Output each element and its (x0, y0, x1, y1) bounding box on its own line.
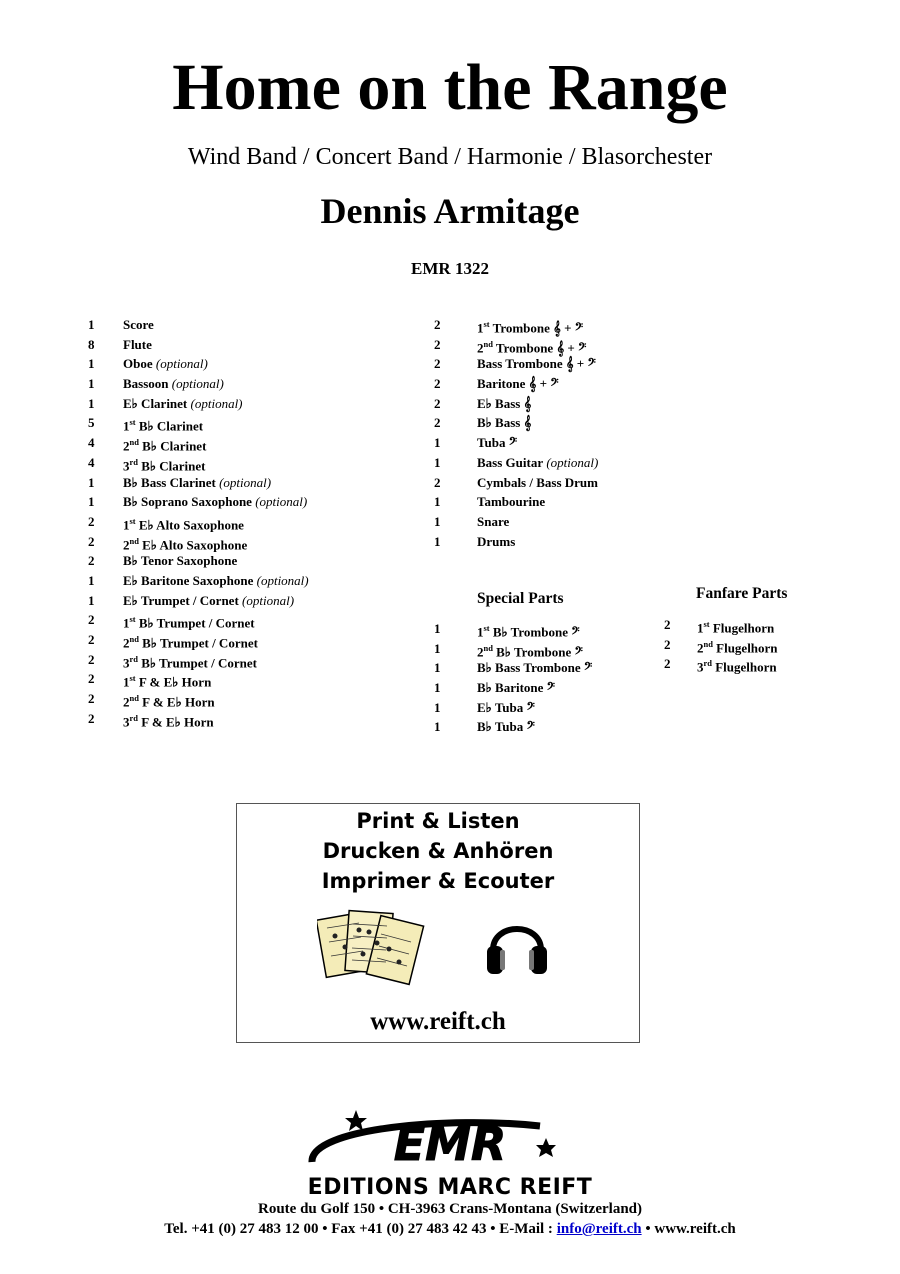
promo-website[interactable]: www.reift.ch (370, 1008, 506, 1035)
part-quantity: 1 (434, 680, 441, 696)
part-name: 3rd B♭ Clarinet (123, 456, 206, 474)
star-icon (536, 1138, 556, 1157)
part-quantity: 2 (434, 415, 441, 431)
part-row (88, 473, 388, 493)
part-row (664, 635, 864, 655)
part-quantity: 2 (88, 513, 95, 529)
part-row (88, 335, 388, 355)
part-name: E♭ Clarinet (optional) (123, 395, 243, 411)
part-quantity: 4 (88, 435, 95, 451)
emr-logo (300, 1108, 600, 1174)
sheet-music-icon (317, 902, 427, 994)
part-quantity: 1 (88, 356, 95, 372)
part-quantity: 1 (434, 513, 441, 529)
part-row (664, 654, 864, 674)
part-row (434, 492, 654, 512)
part-name: B♭ Baritone 𝄢 (477, 680, 556, 696)
part-name: 1st Trombone 𝄞 + 𝄢 (477, 319, 584, 336)
part-row (88, 453, 388, 473)
publisher-address: Route du Golf 150 • CH-3963 Crans-Montana (Switzerland) (258, 1201, 642, 1217)
part-row (434, 394, 654, 414)
special-parts-heading: Special Parts (477, 590, 564, 607)
email-link[interactable]: info@reift.ch (556, 1221, 642, 1237)
part-name: B♭ Soprano Saxophone (optional) (123, 494, 308, 510)
parts-list-middle (434, 315, 654, 551)
part-quantity: 1 (434, 660, 441, 676)
part-row (434, 413, 654, 433)
part-name: B♭ Bass Clarinet (optional) (123, 474, 272, 490)
part-name: 3rd B♭ Trumpet / Cornet (123, 653, 257, 671)
part-quantity: 1 (434, 533, 441, 549)
part-row (88, 669, 388, 689)
part-quantity: 1 (88, 592, 95, 608)
part-name: E♭ Bass 𝄞 (477, 395, 532, 411)
contact-phone-fax: Tel. +41 (0) 27 483 12 00 • Fax +41 (0) 27 483 42 43 • E-Mail : (164, 1221, 557, 1237)
part-quantity: 1 (88, 317, 95, 332)
promo-line-drucken: Drucken & Anhören (322, 839, 554, 863)
part-note: (optional) (215, 474, 272, 490)
part-note: (optional) (251, 494, 308, 510)
part-row (434, 315, 654, 335)
part-name: 2nd B♭ Clarinet (123, 437, 207, 454)
fanfare-parts-heading: Fanfare Parts (696, 585, 788, 602)
part-row (88, 591, 388, 611)
part-quantity: 2 (664, 656, 671, 672)
part-name: Snare (477, 513, 510, 529)
part-name: 3rd F & E♭ Horn (123, 712, 214, 730)
print-listen-box (236, 803, 640, 1043)
part-quantity: 1 (88, 395, 95, 411)
part-row (434, 698, 654, 718)
part-name: Drums (477, 533, 516, 549)
part-row (88, 532, 388, 552)
star-icon (345, 1110, 367, 1131)
part-row (434, 453, 654, 473)
part-quantity: 2 (434, 336, 441, 352)
part-name: E♭ Baritone Saxophone (optional) (123, 572, 309, 588)
part-row (88, 650, 388, 670)
part-quantity: 2 (434, 376, 441, 392)
part-row (88, 551, 388, 571)
part-row (434, 335, 654, 355)
part-quantity: 2 (88, 710, 95, 726)
part-note: (optional) (238, 592, 295, 608)
part-name: Bass Trombone 𝄞 + 𝄢 (477, 356, 596, 372)
part-row (434, 678, 654, 698)
part-row (88, 571, 388, 591)
part-name: 1st B♭ Trombone 𝄢 (477, 623, 580, 640)
part-quantity: 2 (88, 671, 95, 687)
part-row (434, 717, 654, 737)
part-name: B♭ Tuba 𝄢 (477, 719, 535, 735)
part-name: 2nd Trombone 𝄞 + 𝄢 (477, 338, 587, 356)
part-quantity: 1 (434, 494, 441, 510)
part-name: 3rd Flugelhorn (697, 658, 777, 675)
part-name: Tambourine (477, 494, 546, 510)
part-name: 1st Flugelhorn (697, 619, 775, 636)
part-name: Bassoon (optional) (123, 376, 224, 392)
part-quantity: 1 (434, 435, 441, 451)
part-name: 1st E♭ Alto Saxophone (123, 515, 244, 533)
part-name: 2nd F & E♭ Horn (123, 693, 215, 710)
part-name: 1st B♭ Clarinet (123, 417, 204, 434)
part-note: (optional) (253, 572, 309, 588)
part-name: 2nd Flugelhorn (697, 638, 778, 656)
part-quantity: 5 (88, 415, 95, 431)
part-row (88, 374, 388, 394)
part-quantity: 2 (434, 395, 441, 411)
part-note: (optional) (187, 395, 243, 411)
part-quantity: 2 (88, 612, 95, 628)
part-quantity: 2 (434, 356, 441, 372)
part-name: Bass Guitar (optional) (477, 454, 599, 470)
part-row (434, 512, 654, 532)
part-row (88, 413, 388, 433)
part-quantity: 2 (664, 636, 671, 652)
part-name: B♭ Bass Trombone 𝄢 (477, 660, 593, 676)
part-quantity: 1 (88, 572, 95, 588)
contact-website: • www.reift.ch (641, 1221, 736, 1237)
part-quantity: 2 (434, 474, 441, 490)
part-name: Flute (123, 336, 152, 352)
part-quantity: 2 (88, 553, 95, 569)
part-name: 1st F & E♭ Horn (123, 673, 212, 690)
part-row (434, 619, 654, 639)
part-quantity: 1 (88, 494, 95, 510)
part-row (88, 709, 388, 729)
promo-line-imprimer: Imprimer & Ecouter (321, 869, 555, 893)
part-quantity: 2 (88, 632, 95, 647)
publisher-contact (0, 1219, 900, 1239)
part-note: (optional) (168, 376, 224, 392)
headphones-icon (485, 910, 549, 980)
part-quantity: 1 (434, 454, 441, 470)
part-name: E♭ Trumpet / Cornet (optional) (123, 592, 295, 608)
part-quantity: 1 (434, 699, 441, 715)
part-row (88, 610, 388, 630)
part-name: Tuba 𝄢 (477, 435, 518, 451)
part-row (434, 639, 654, 659)
part-row (434, 658, 654, 678)
publisher-name: EDITIONS MARC REIFT (307, 1175, 593, 1200)
part-quantity: 1 (434, 640, 441, 656)
part-quantity: 8 (88, 336, 95, 352)
composer: Dennis Armitage (320, 191, 580, 231)
part-row (434, 354, 654, 374)
part-row (88, 394, 388, 414)
part-row (664, 615, 864, 635)
part-note: (optional) (152, 356, 208, 372)
part-quantity: 1 (434, 719, 441, 735)
part-row (434, 532, 654, 552)
part-row (88, 630, 388, 650)
part-name: 1st B♭ Trumpet / Cornet (123, 614, 255, 631)
part-quantity: 1 (88, 376, 95, 392)
parts-list-left (88, 315, 388, 728)
part-quantity: 2 (88, 651, 95, 667)
catalog-number: EMR 1322 (411, 259, 489, 278)
part-quantity: 4 (88, 454, 95, 470)
special-parts-list (434, 619, 654, 737)
promo-line-print-listen: Print & Listen (356, 809, 520, 833)
part-quantity: 2 (434, 317, 441, 332)
part-quantity: 2 (88, 533, 95, 549)
emr-logo-text: EMR (393, 1117, 507, 1171)
subtitle: Wind Band / Concert Band / Harmonie / Blasorchester (187, 144, 713, 170)
part-row (88, 315, 388, 335)
part-name: 2nd B♭ Trumpet / Cornet (123, 634, 258, 651)
part-quantity: 2 (664, 617, 671, 632)
part-name: 2nd E♭ Alto Saxophone (123, 535, 248, 552)
part-row (88, 689, 388, 709)
part-row (88, 433, 388, 453)
part-row (88, 512, 388, 532)
part-name: Baritone 𝄞 + 𝄢 (477, 376, 559, 392)
part-row (434, 433, 654, 453)
part-name: E♭ Tuba 𝄢 (477, 699, 535, 715)
part-name: Score (123, 317, 154, 332)
part-row (88, 492, 388, 512)
part-row (88, 354, 388, 374)
part-row (434, 473, 654, 493)
part-name: B♭ Tenor Saxophone (123, 553, 238, 569)
part-quantity: 1 (88, 474, 95, 490)
part-row (434, 374, 654, 394)
part-name: Cymbals / Bass Drum (477, 474, 598, 490)
title: Home on the Range (172, 51, 728, 124)
part-quantity: 1 (434, 621, 441, 636)
part-note: (optional) (543, 454, 599, 470)
fanfare-parts-list (664, 615, 864, 674)
part-name: B♭ Bass 𝄞 (477, 415, 532, 431)
part-name: 2nd B♭ Trombone 𝄢 (477, 642, 583, 660)
part-quantity: 2 (88, 691, 95, 707)
part-name: Oboe (optional) (123, 356, 208, 372)
